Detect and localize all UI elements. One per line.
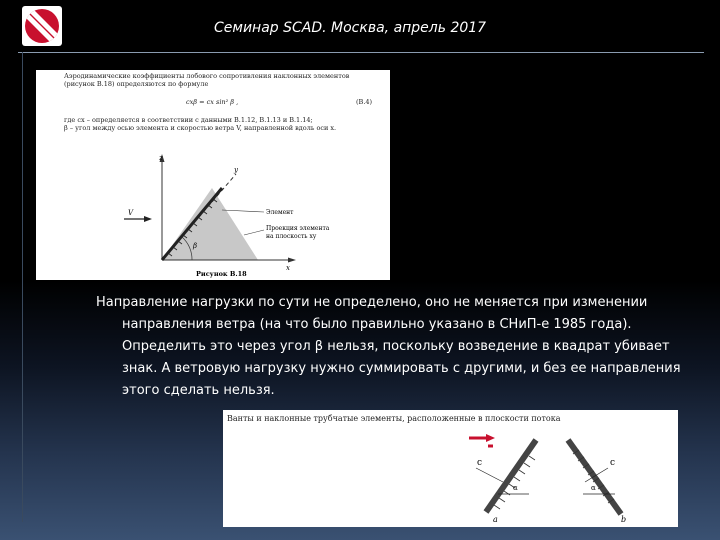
label-a: a <box>493 515 498 524</box>
cables-diagram <box>223 410 678 527</box>
x-label: x <box>286 264 290 272</box>
figure-where1: где cx – определяется в соответствии с данными В.1.12, В.1.13 и В.1.14; <box>64 116 313 124</box>
slide-body-text <box>96 292 696 402</box>
figure-text-line2: (рисунок В.18) определяются по формуле <box>64 80 209 88</box>
figure-cables-scan <box>223 410 678 527</box>
left-divider <box>22 52 23 522</box>
scad-logo-mark <box>25 9 59 43</box>
projection-label-2: на плоскость xy <box>266 233 317 240</box>
v-label: V <box>128 209 134 217</box>
label-b: b <box>621 515 627 524</box>
projection-label-1: Проекция элемента <box>266 225 330 232</box>
projection-leader <box>244 230 264 235</box>
y-label: y <box>234 166 238 174</box>
figure-text-line1: Аэродинамические коэффициенты лобового сопротивления наклонных элементов <box>64 72 350 80</box>
element-a-hatching <box>494 456 535 509</box>
figure-b18-scan <box>36 70 390 280</box>
x-axis-arrow <box>288 258 296 263</box>
label-c2: c <box>610 458 616 468</box>
figure-caption: Рисунок В.18 <box>196 270 247 278</box>
beta-label: β <box>193 242 198 250</box>
slide-title: Семинар SCAD. Москва, апрель 2017 <box>214 20 487 36</box>
label-c1: c <box>477 458 483 468</box>
scad-logo <box>22 6 62 46</box>
formula-number: (В.4) <box>356 98 373 106</box>
wind-arrow-a-head <box>486 434 495 442</box>
label-alpha2: α <box>591 484 596 492</box>
element-label: Элемент <box>266 209 294 216</box>
formula: cxβ = cx sin² β , <box>186 98 239 106</box>
wind-element-diagram <box>36 70 390 280</box>
element-leader <box>222 210 264 212</box>
leader-a <box>476 468 503 482</box>
figure-bottom-heading: Ванты и наклонные трубчатые элементы, расположенные в плоскости потока <box>227 414 561 423</box>
element-a <box>486 440 536 512</box>
element-b <box>568 440 621 514</box>
wind-arrow-head <box>144 216 152 222</box>
label-alpha1: α <box>513 484 518 492</box>
z-label: z <box>159 154 163 162</box>
figure-where2: β – угол между осью элемента и скоростью ветра V, направленной вдоль оси x. <box>64 124 337 132</box>
header-divider <box>18 52 704 53</box>
body-paragraph: Направление нагрузки по сути не определено, оно не меняется при изменении направления ветра (на что было правильно указано в СНиП-е 1985 года). Определить это через угол β нельзя, поскольку возведение в квадрат убивает знак. А ветровую нагрузку нужно суммировать с другими, и без ее направления этого сделать нельзя. <box>96 295 681 398</box>
